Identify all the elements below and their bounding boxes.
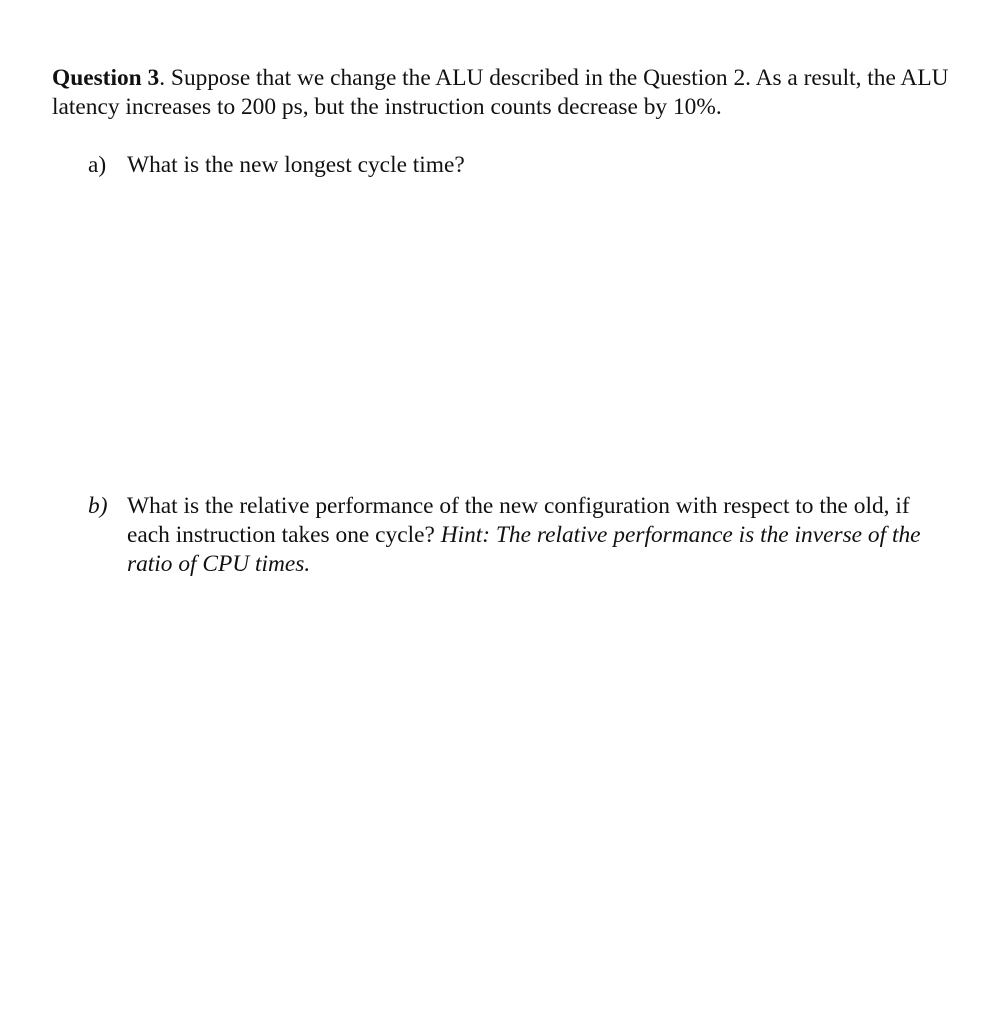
- part-a: [88, 151, 908, 180]
- question-number: Question 3: [52, 65, 160, 91]
- part-b-hint: Hint: The relative performance is the inverse of the ratio of CPU times.: [127, 522, 921, 577]
- question-text: . Suppose that we change the ALU described in the Question 2. As a result, the ALU latency increases to 200 ps, but the instruction counts decrease by 10%.: [52, 65, 949, 120]
- part-b-body: [127, 492, 948, 579]
- part-a-text: What is the new longest cycle time?: [127, 152, 465, 178]
- part-a-marker: a): [88, 152, 107, 178]
- part-b-text: What is the relative performance of the new configuration with respect to the old, if each instruction takes one cycle?: [127, 493, 910, 548]
- question-3-intro: [52, 64, 952, 122]
- part-b: [88, 492, 948, 579]
- part-b-marker: b): [88, 493, 108, 519]
